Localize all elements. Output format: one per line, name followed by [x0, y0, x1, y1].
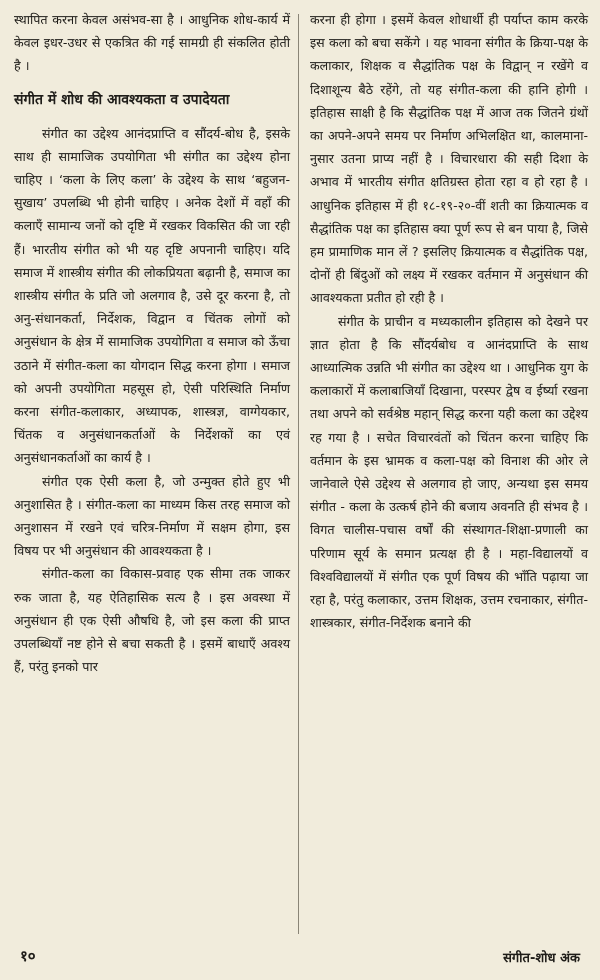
page-footer — [0, 944, 600, 974]
publication-title: संगीत-शोध अंक — [503, 951, 580, 966]
page-number: १० — [20, 947, 36, 965]
left-intro-text: स्थापित करना केवल असंभव-सा है । आधुनिक शोध-कार्य में केवल इधर-उधर से एकत्रित की गई सामग्री ही संकलित होती है । — [14, 12, 290, 74]
column-divider — [298, 14, 299, 934]
right-paragraph-1: संगीत के प्राचीन व मध्यकालीन इतिहास को देखने पर ज्ञात होता है कि सौंदर्यबोध व आनंदप्राप्ति के साथ आध्यात्मिक उन्नति भी संगीत का उद्देश्य था । आधुनिक युग के कलाकारों में कलाबाजियाँ दिखाना, परस्पर द्वेष व ईर्ष्या रखना तथा अपने को सर्वश्रेष्ठ महान् सिद्ध करना यही कला का उद्देश्य रह गया है । सचेत विचारवंतों को चिंतन करना चाहिए कि वर्तमान के इस भ्रामक व कला-पक्ष को विनाश की ओर ले जानेवाले ऐसे उद्देश्य से अलगाव हो जाए, अन्यथा इस समय संगीत - कला के उत्कर्ष होने की बजाय अवनति ही संभव है । विगत चालीस-पचास वर्षों की संस्थागत-शिक्षा-प्रणाली का परिणाम सूर्य के समान प्रत्यक्ष ही है । महा-विद्यालयों व विश्वविद्यालयों में संगीत एक पूर्ण विषय की भाँति पढ़ाया जा रहा है, परंतु कलाकार, उत्तम शिक्षक, उत्तम रचनाकार, संगीत-शास्त्रकार, संगीत-निर्देशक बनाने की — [310, 313, 588, 631]
section-heading: संगीत में शोध की आवश्यकता व उपादेयता — [14, 91, 230, 108]
right-intro-text: करना ही होगा । इसमें केवल शोधार्थी ही पर्याप्त काम करके इस कला को बचा सकेंगे । यह भावना संगीत के क्रिया-पक्ष के कलाकार, शिक्षक व सैद्धांतिक पक्ष के विद्वान् न रखेंगे व दिशाशून्य बैठे रहेंगे, तो यह संगीत-कला की हानि होगी । इतिहास साक्षी है कि सैद्धांतिक पक्ष में आज तक जितने ग्रंथों का अपने-अपने समय पर निर्माण अभिलक्षित था, कालमाना-नुसार उतना प्राप्य नहीं है । विचारधारा की सही दिशा के अभाव में भारतीय संगीत क्षतिग्रस्त होता रहा व हो रहा है । आधुनिक इतिहास में ही १८-१९-२०-वीं शती का क्रियात्मक व सैद्धांतिक पक्ष का इतिहास क्या पूर्ण रूप से बन पाया है, जिसे हम प्रामाणिक मान लें ? इसलिए क्रियात्मक व सैद्धांतिक पक्ष, दोनों ही बिंदुओं को लक्ष्य में रखकर वर्तमान में अनुसंधान की आवश्यकता प्रतीत हो रही है । — [310, 12, 588, 306]
left-paragraph-1: संगीत का उद्देश्य आनंदप्राप्ति व सौंदर्य-बोध है, इसके साथ ही सामाजिक उपयोगिता भी संगीत का उद्देश्य होना चाहिए । ‘कला के लिए कला’ के उद्देश्य के साथ ‘बहुजन-सुखाय’ उपलब्धि भी होनी चाहिए । अनेक देशों में वहाँ की कलाएँ सामान्य जनों को दृष्टि में रखकर विकसित की जा रही हैं। भारतीय संगीत को भी यह दृष्टि अपनानी चाहिए। यदि समाज में शास्त्रीय संगीत की लोकप्रियता बढ़ानी है, समाज का शास्त्रीय संगीत के प्रति जो अलगाव है, उसे दूर करना है, तो अनु-संधानकर्ता, निर्देशक, विद्वान व चिंतक लोगों को अनुसंधान के क्षेत्र में सामाजिक उपयोगिता व समाज को ऊँचा उठाने में संगीत-कला का योगदान सिद्ध करना होगा । समाज को अपनी उपयोगिता महसूस हो, ऐसी परिस्थिति निर्माण करना संगीत-कलाकार, अध्यापक, शास्त्रज्ञ, वाग्गेयकार, चिंतक व अनुसंधानकर्ताओं के निर्देशकों का एवं अनुसंधानकर्ताओं का कार्य है । — [14, 125, 290, 466]
left-paragraph-3: संगीत-कला का विकास-प्रवाह एक सीमा तक जाकर रुक जाता है, यह ऐतिहासिक सत्य है । इस अवस्था में अनुसंधान ही एक ऐसी औषधि है, जो इस कला की प्राप्त उपलब्धियाँ नष्ट होने से बचा सकती है । इसमें बाधाएँ अवश्य हैं, परंतु इनको पार — [14, 566, 290, 675]
left-column — [14, 8, 290, 678]
right-column — [310, 8, 588, 634]
left-paragraph-2: संगीत एक ऐसी कला है, जो उन्मुक्त होते हुए भी अनुशासित है । संगीत-कला का माध्यम किस तरह समाज को अनुशासन में रखने एवं चरित्र-निर्माण में सक्षम होगा, इस विषय पर भी अनुसंधान की आवश्यकता है । — [14, 473, 290, 559]
